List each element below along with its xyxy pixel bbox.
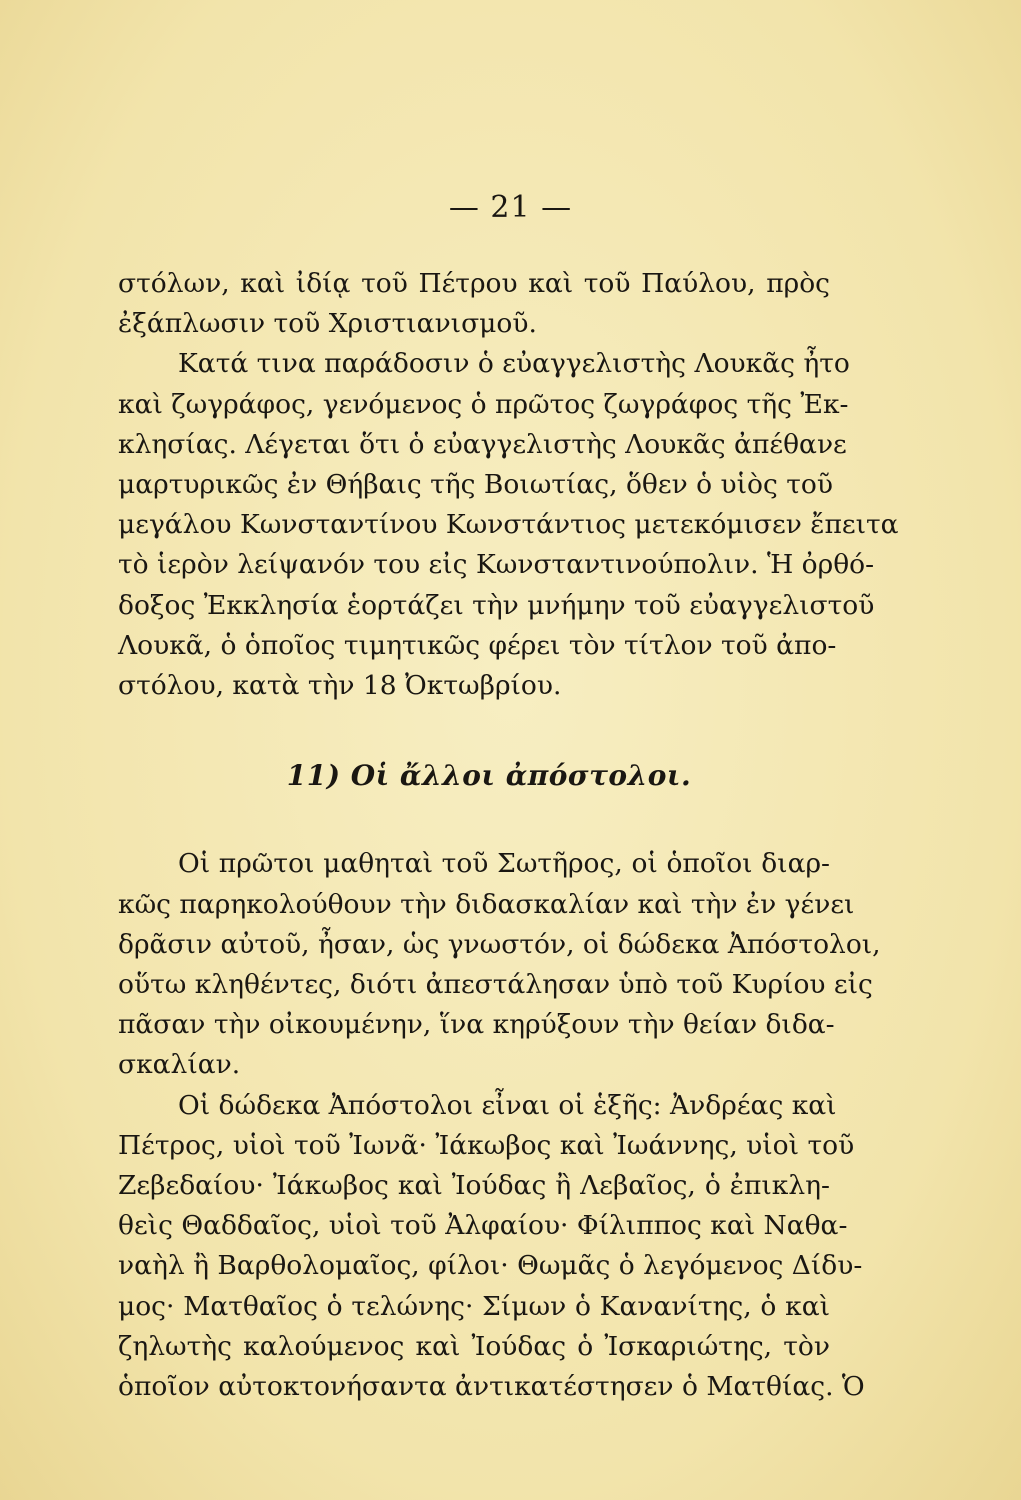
text-line: στόλων, καὶ ἰδίᾳ τοῦ Πέτρου καὶ τοῦ Παύλου, πρὸς [118,268,830,299]
page-number: — 21 — [448,190,573,225]
text-line: κῶς παρηκολούθουν τὴν διδασκαλίαν καὶ τὴν ἐν γένει [118,888,855,920]
text-line: δρᾶσιν αὐτοῦ, ἦσαν, ὡς γνωστόν, οἱ δώδεκα Ἀπόστολοι, [118,928,881,960]
text-line: καὶ ζωγράφος, γενόμενος ὁ πρῶτος ζωγράφος τῆς Ἐκ- [118,388,849,420]
text-line: τὸ ἱερὸν λείψανόν του εἰς Κωνσταντινούπολιν. Ἡ ὀρθό- [118,549,875,581]
paragraph-2 [118,344,899,706]
paragraph-3 [118,844,881,1085]
text-line: Πέτρος, υἱοὶ τοῦ Ἰωνᾶ· Ἰάκωβος καὶ Ἰωάννης, υἱοὶ τοῦ [118,1129,855,1161]
text-line: μος· Ματθαῖος ὁ τελώνης· Σίμων ὁ Κανανίτης, ὁ καὶ [118,1290,830,1322]
text-line: στόλου, κατὰ τὴν 18 Ὀκτωβρίου. [118,670,562,702]
text-line: οὕτω κληθέντες, διότι ἀπεστάλησαν ὑπὸ τοῦ Κυρίου εἰς [118,969,873,1001]
text-line: σκαλίαν. [118,1049,241,1081]
text-line: Κατά τινα παράδοσιν ὁ εὐαγγελιστὴς Λουκᾶς ἦτο [178,348,850,380]
text-line: ναὴλ ἢ Βαρθολομαῖος, φίλοι· Θωμᾶς ὁ λεγόμενος Δίδυ- [118,1250,863,1282]
paragraph-1 [118,264,830,344]
body-text [118,264,899,1407]
text-line: θεὶς Θαδδαῖος, υἱοὶ τοῦ Ἀλφαίου· Φίλιππος καὶ Ναθα- [118,1210,848,1242]
section-heading: 11) Οἱ ἄλλοι ἀπόστολοι. [286,759,692,793]
text-line: κλησίας. Λέγεται ὅτι ὁ εὐαγγελιστὴς Λουκᾶς ἀπέθανε [118,428,847,460]
text-line: μαρτυρικῶς ἐν Θήβαις τῆς Βοιωτίας, ὅθεν ὁ υἱὸς τοῦ [118,469,833,501]
text-line: δοξος Ἐκκλησία ἑορτάζει τὴν μνήμην τοῦ εὐαγγελιστοῦ [118,589,875,621]
text-line: ζηλωτὴς καλούμενος καὶ Ἰούδας ὁ Ἰσκαριώτης, τὸν [118,1330,830,1362]
text-line: Λουκᾶ, ὁ ὁποῖος τιμητικῶς φέρει τὸν τίτλον τοῦ ἀπο- [118,629,837,661]
text-line: ὁποῖον αὐτοκτονήσαντα ἀντικατέστησεν ὁ Ματθίας. Ὁ [118,1371,865,1403]
text-line: Οἱ πρῶτοι μαθηταὶ τοῦ Σωτῆρος, οἱ ὁποῖοι διαρ- [178,848,830,880]
text-line: πᾶσαν τὴν οἰκουμένην, ἵνα κηρύξουν τὴν θείαν διδα- [118,1009,835,1041]
text-line: Οἱ δώδεκα Ἀπόστολοι εἶναι οἱ ἑξῆς: Ἀνδρέας καὶ [178,1089,837,1121]
text-line: ἐξάπλωσιν τοῦ Χριστιανισμοῦ. [118,308,537,340]
text-line: μεγάλου Κωνσταντίνου Κωνστάντιος μετεκόμισεν ἔπειτα [118,509,899,541]
text-line: Ζεβεδαίου· Ἰάκωβος καὶ Ἰούδας ἢ Λεβαῖος, ὁ ἐπικλη- [118,1170,830,1202]
paragraph-4 [118,1086,865,1408]
